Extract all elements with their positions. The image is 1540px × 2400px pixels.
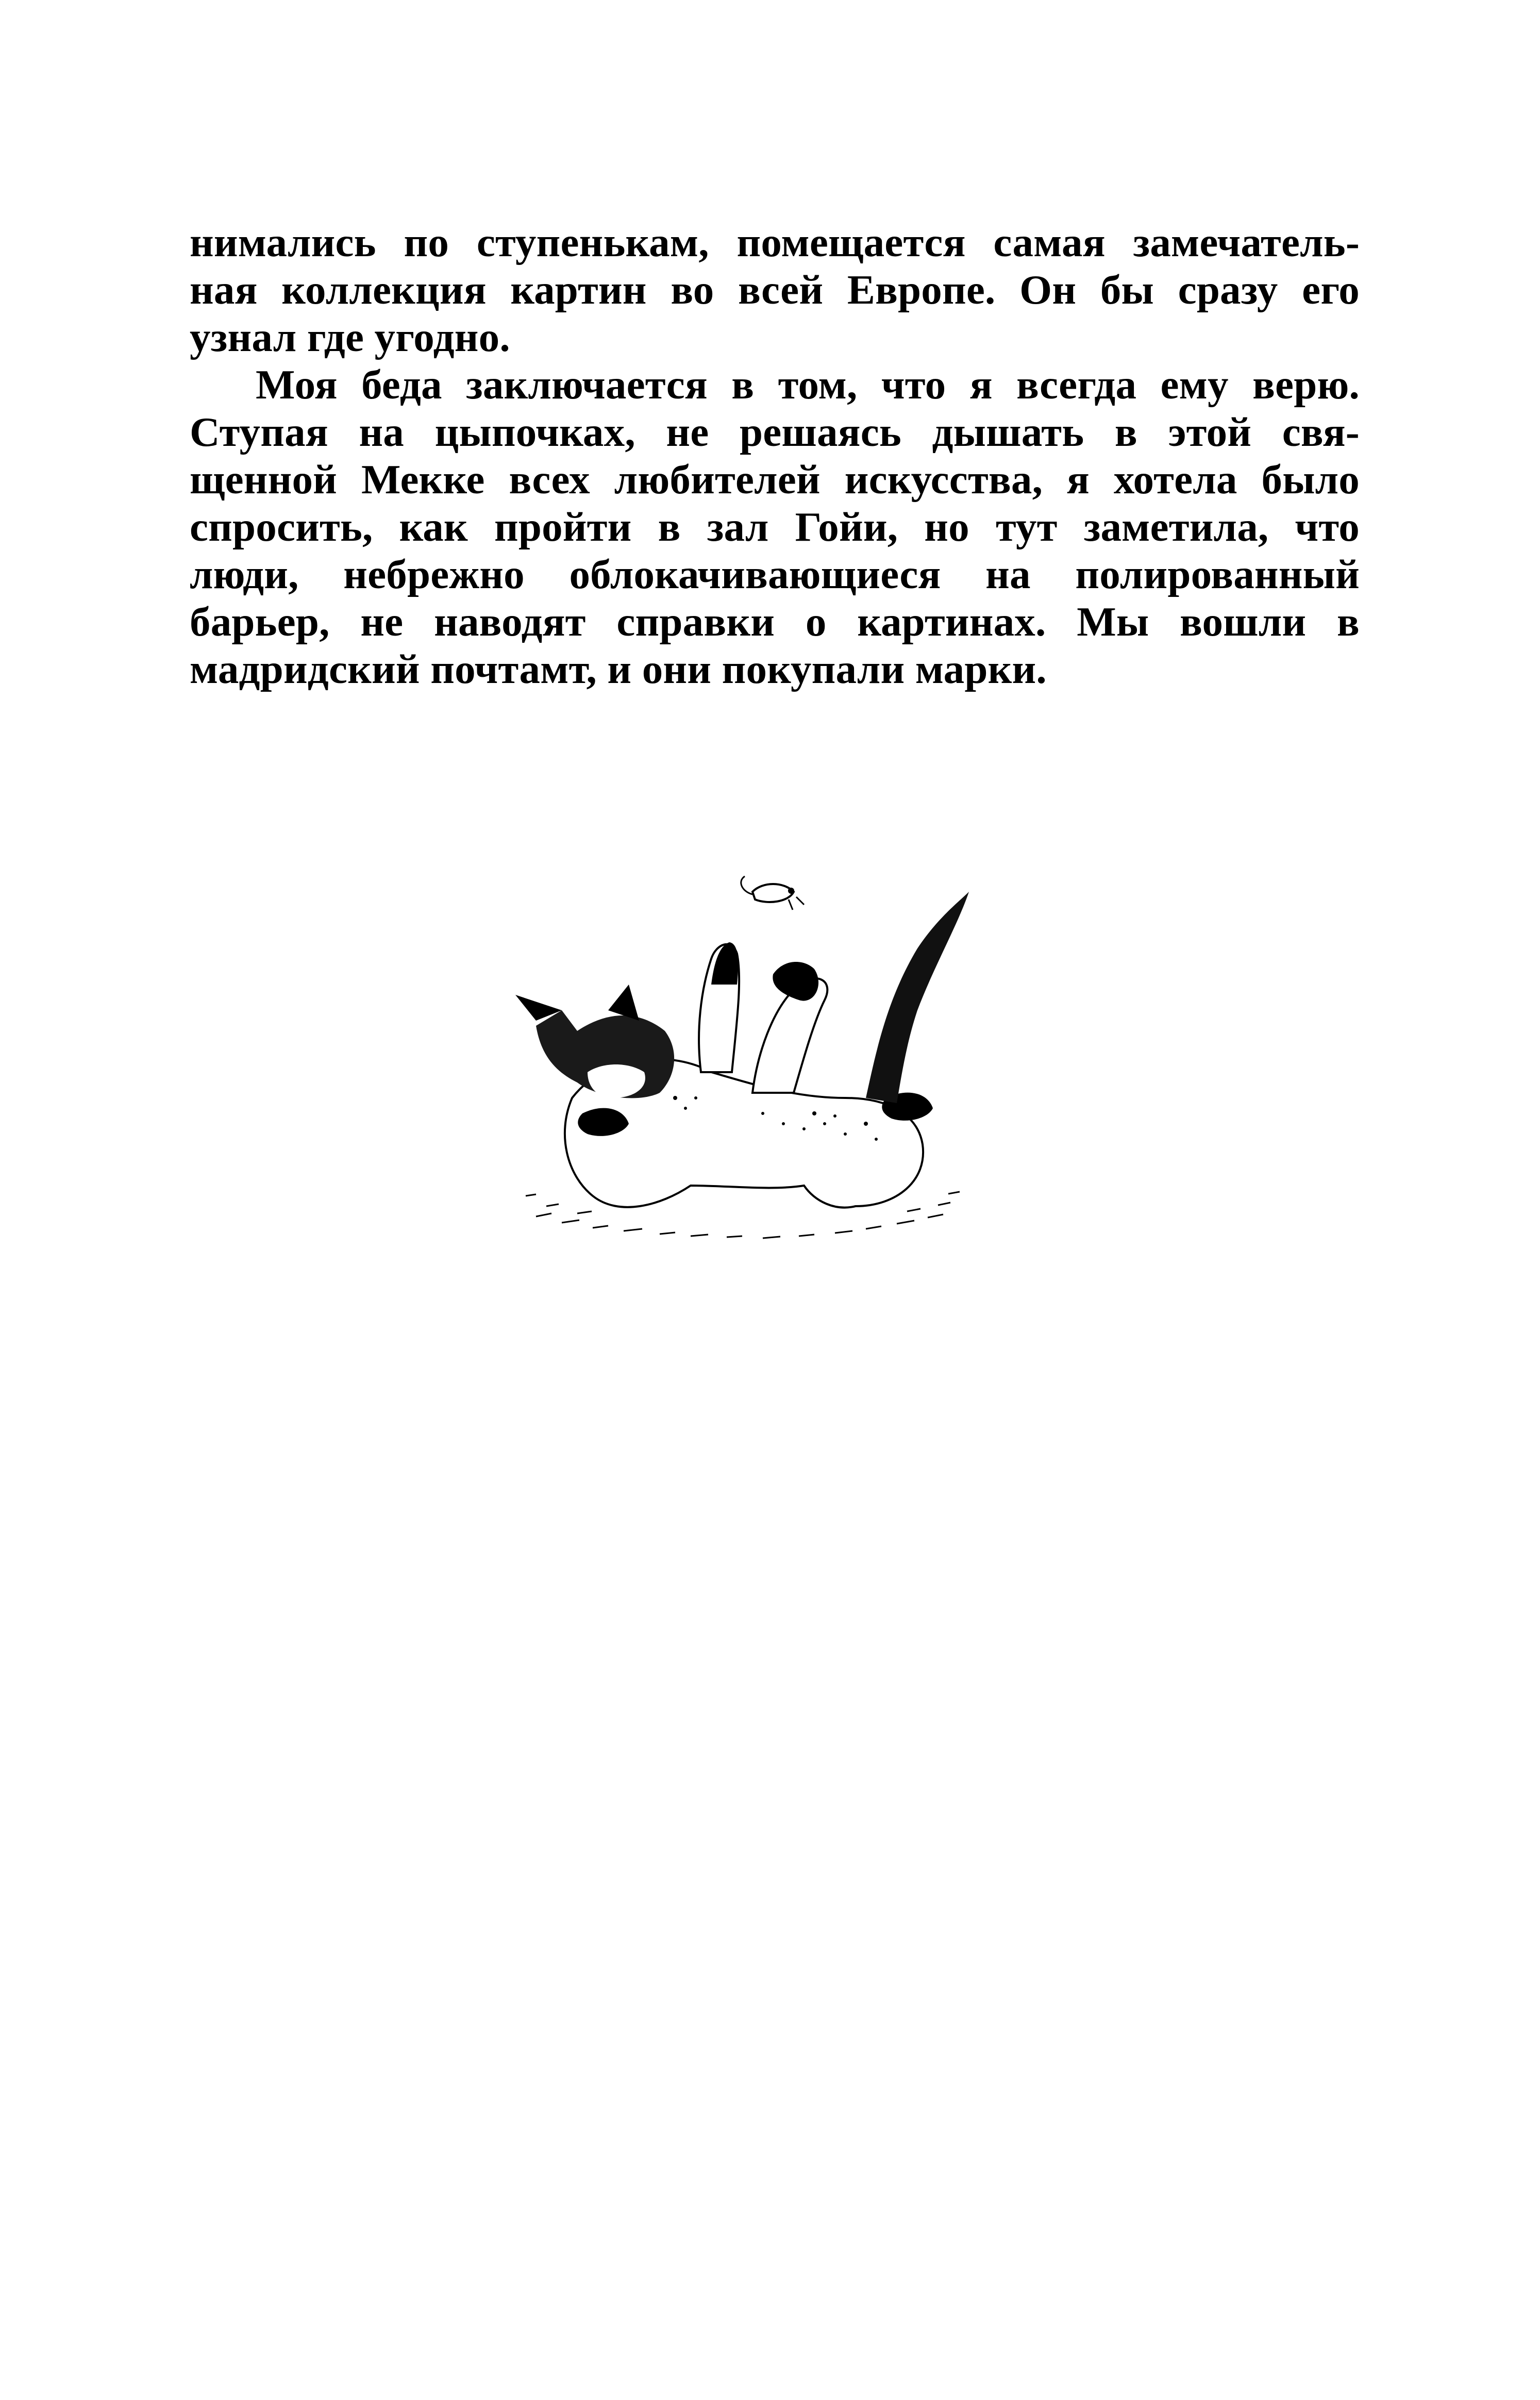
paragraph-first-line: Моя беда заключается в том, что я всегда ему верю. [256, 361, 1360, 408]
text-line: Ступая на цыпочках, не решаясь дышать в этой свя- [190, 409, 1360, 455]
text-line: ная коллекция картин во всей Европе. Он бы сразу его [190, 266, 1360, 313]
body-text [190, 219, 1360, 696]
text-line: барьер, не наводят справки о картинах. Мы вошли в [190, 598, 1360, 645]
ground-hatching [526, 1192, 960, 1238]
text-line: нимались по ступенькам, помещается самая замечатель- [190, 219, 1360, 265]
text-line: спросить, как пройти в зал Гойи, но тут заметила, что [190, 504, 1360, 550]
cat-body [515, 892, 969, 1208]
text-line: узнал где угодно. [190, 314, 510, 360]
text-line: щенной Мекке всех любителей искусства, я хотела было [190, 456, 1360, 503]
cat-illustration [505, 856, 1010, 1258]
text-line: мадридский почтамт, и они покупали марки. [190, 646, 1047, 692]
text-line: люди, небрежно облокачивающиеся на полированный [190, 551, 1360, 597]
mouse-toy [741, 876, 804, 910]
cat-drawing [505, 856, 1010, 1258]
